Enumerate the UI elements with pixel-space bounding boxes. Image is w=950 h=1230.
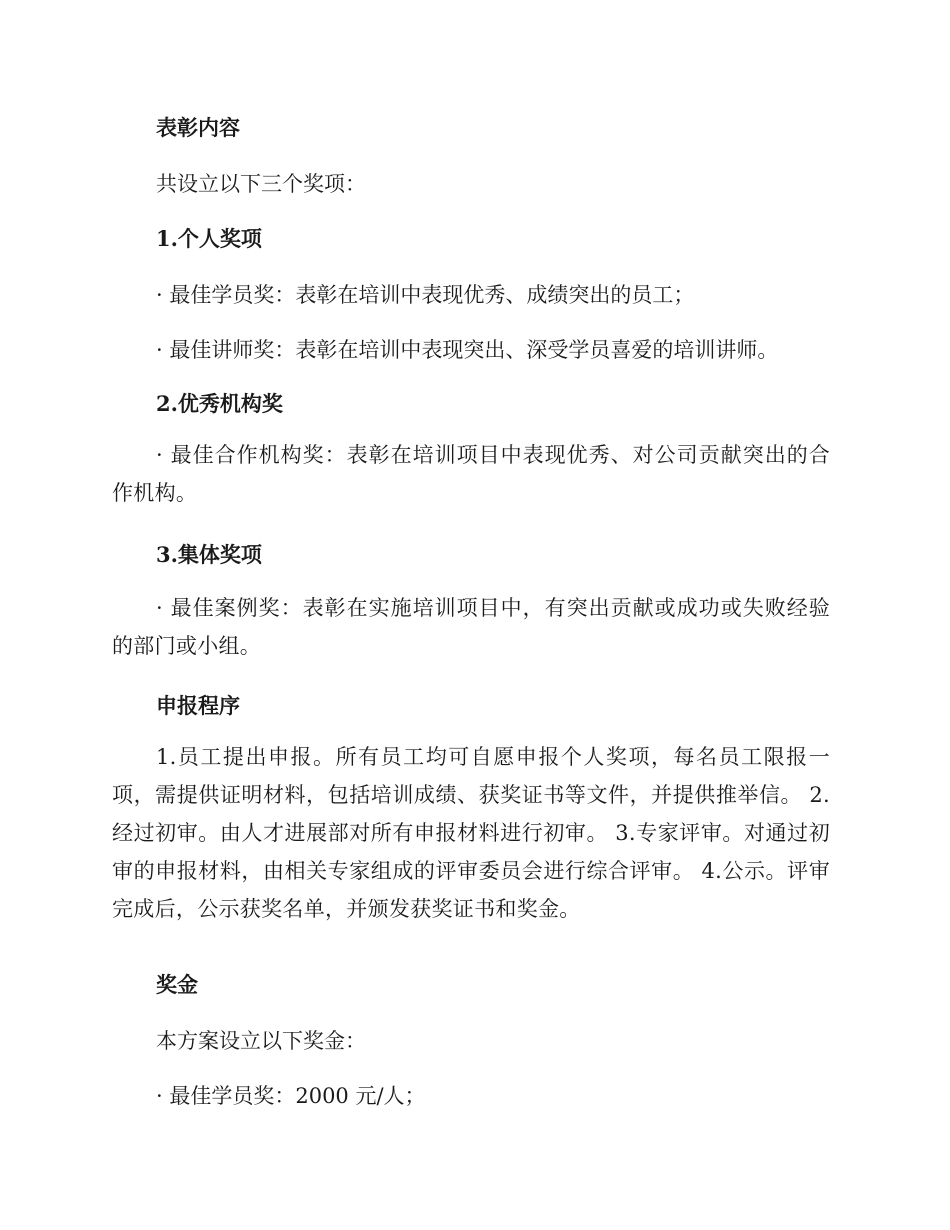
group-title-institution: 2.优秀机构奖 xyxy=(156,391,283,416)
bonus-item-best-student: · 最佳学员奖：2000 元/人； xyxy=(156,1084,426,1108)
list-item-best-student: · 最佳学员奖：表彰在培训中表现优秀、成绩突出的员工； xyxy=(156,283,695,307)
list-item-best-partner: · 最佳合作机构奖：表彰在培训项目中表现优秀、对公司贡献突出的合作机构。 xyxy=(112,443,830,505)
list-item-best-case: · 最佳案例奖：表彰在实施培训项目中，有突出贡献或成功或失败经验的部门或小组。 xyxy=(112,596,830,658)
list-item-best-lecturer: · 最佳讲师奖：表彰在培训中表现突出、深受学员喜爱的培训讲师。 xyxy=(156,338,779,362)
section-heading-award-content: 表彰内容 xyxy=(156,115,240,140)
group-title-collective: 3.集体奖项 xyxy=(156,542,262,567)
group-title-individual: 1.个人奖项 xyxy=(156,226,262,251)
section-heading-bonus: 奖金 xyxy=(156,972,198,997)
procedure-paragraph: 1.员工提出申报。所有员工均可自愿申报个人奖项，每名员工限报一项，需提供证明材料，包括培训成绩、获奖证书等文件，并提供推举信。 2.经过初审。由人才进展部对所有申报材料进行初审。 3.专家评审。对通过初审的申报材料，由相关专家组成的评审委员会进行综合评审。 4.公示。评审完成后，公示获奖名单，并颁发获奖证书和奖金。 xyxy=(112,745,830,921)
bonus-intro-text: 本方案设立以下奖金： xyxy=(156,1029,366,1053)
award-intro-text: 共设立以下三个奖项： xyxy=(156,172,366,196)
section-heading-procedure: 申报程序 xyxy=(156,693,240,718)
